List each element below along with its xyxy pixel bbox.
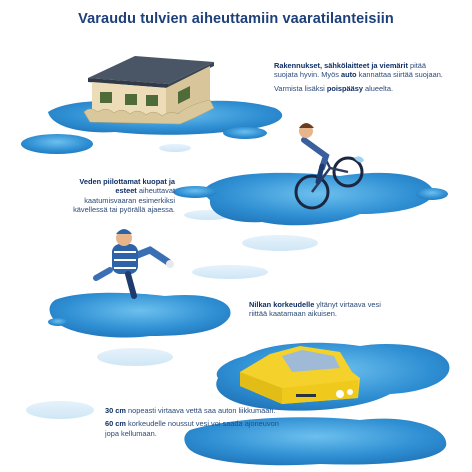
falling-person-puddle — [48, 293, 231, 338]
light-puddle — [26, 401, 94, 419]
buildings-text — [274, 61, 444, 97]
buildings-bold2: auto — [340, 70, 357, 80]
buildings-p2-text2: alueelta. — [363, 83, 393, 93]
buildings-text1: pitää suojata hyvin. Myös — [274, 61, 427, 80]
car-60cm-body: korkeudelle noussut vesi voi saada ajoneuvon jopa kellumaan. — [105, 419, 279, 438]
car-30cm-body: nopeasti virtaava vettä saa auton liikkumaan. — [125, 406, 276, 415]
page-title: Varaudu tulvien aiheuttamiin vaaratilanteisiin — [78, 11, 394, 27]
buildings-bold: Rakennukset, sähkölaitteet ja viemärit — [274, 61, 408, 70]
hidden-holes-bold: Veden piilottamat kuopat ja esteet — [79, 177, 175, 196]
buildings-p2-bold: poispääsy — [326, 83, 363, 93]
light-puddle — [192, 265, 268, 279]
hidden-holes-text — [65, 177, 175, 219]
buildings-p2-text1: Varmista lisäksi — [274, 83, 327, 93]
buildings-text2: kannattaa siirtää suojaan. — [356, 70, 443, 80]
hidden-holes-body: aiheuttavat kaatumisvaaran esimerkiksi kävellessä tai pyörällä ajaessa. — [73, 186, 175, 215]
car-30cm-bold: 30 cm — [105, 406, 126, 415]
light-puddle — [97, 348, 173, 366]
light-puddle — [159, 144, 191, 152]
house-illustration — [84, 56, 214, 124]
car-60cm-bold: 60 cm — [105, 419, 126, 429]
ankle-depth-text — [249, 300, 399, 323]
car-text — [105, 406, 280, 442]
light-puddle — [242, 235, 318, 251]
falling-person-illustration — [96, 229, 174, 296]
ankle-depth-body: yltänyt virtaava vesi riittää kaatamaan aikuisen. — [249, 300, 381, 319]
ankle-depth-bold: Nilkan korkeudelle — [249, 300, 315, 309]
